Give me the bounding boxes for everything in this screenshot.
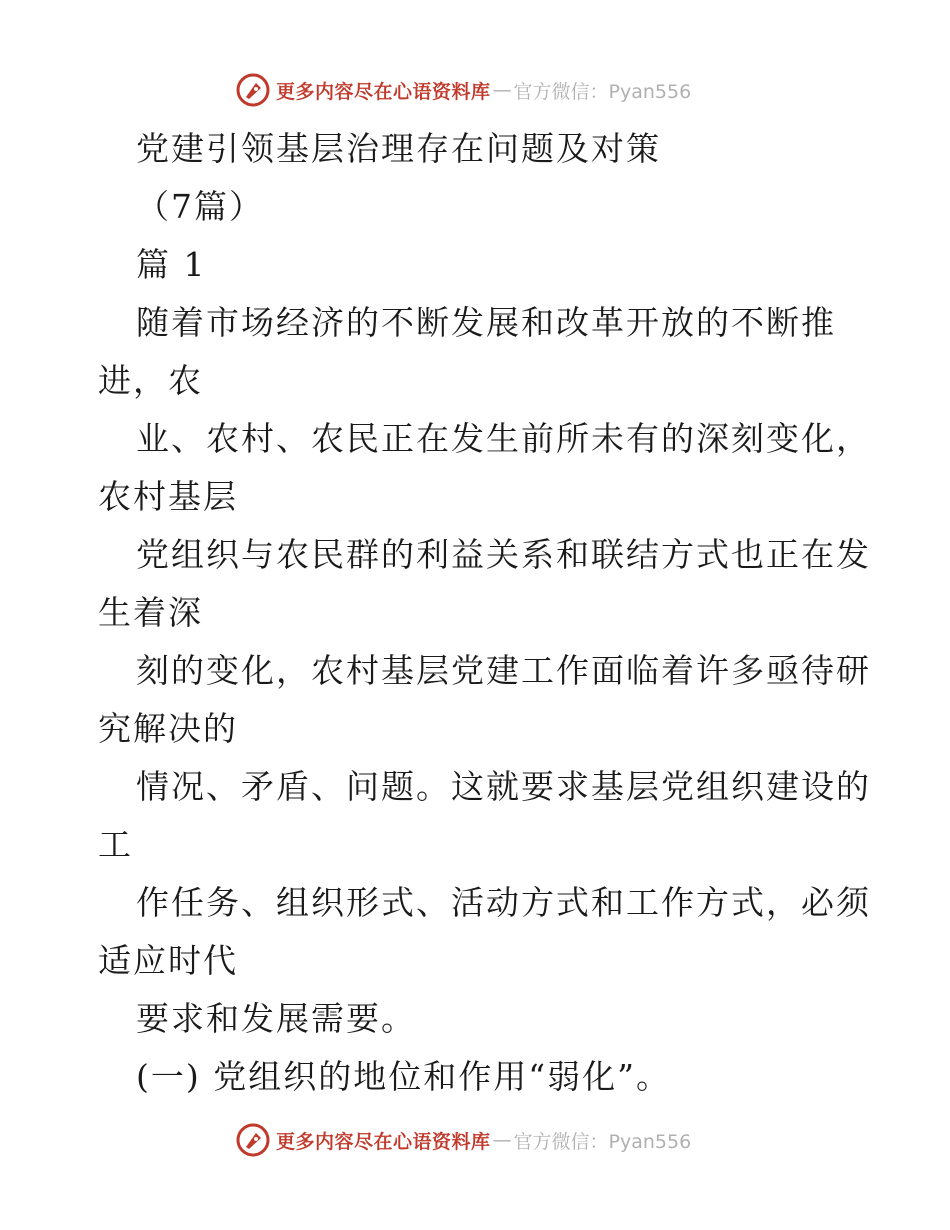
paragraph-line: 工 — [98, 825, 133, 864]
document-title: 党建引领基层治理存在问题及对策 — [136, 129, 661, 168]
paragraph-line: 适应时代 — [98, 941, 238, 980]
watermark-account: 官方微信：Pyan556 — [513, 1130, 692, 1153]
section-heading: 篇 1 — [136, 245, 207, 284]
watermark-dash: — — [492, 1129, 512, 1151]
document-body — [98, 120, 878, 1106]
paragraph-line: 党组织与农民群的利益关系和联结方式也正在发 — [136, 535, 871, 574]
paragraph-line: 究解决的 — [98, 709, 238, 748]
document-subtitle: （7篇） — [136, 187, 264, 226]
watermark-brand: 更多内容尽在心语资料库 — [276, 1130, 491, 1153]
header-watermark — [236, 72, 691, 108]
footer-watermark — [236, 1122, 691, 1158]
paragraph-line: 刻的变化，农村基层党建工作面临着许多亟待研 — [136, 651, 871, 690]
watermark-account: 官方微信：Pyan556 — [513, 80, 692, 103]
paragraph-line: 要求和发展需要。 — [136, 999, 416, 1038]
paragraph-line: 作任务、组织形式、活动方式和工作方式，必须 — [136, 883, 871, 922]
paragraph-line: 进，农 — [98, 361, 203, 400]
paragraph-line: 情况、矛盾、问题。这就要求基层党组织建设的 — [136, 767, 871, 806]
pen-nib-circle-icon — [236, 73, 270, 107]
paragraph-line: 业、农村、农民正在发生前所未有的深刻变化， — [136, 419, 871, 458]
subheading: (一) 党组织的地位和作用“弱化”。 — [136, 1057, 671, 1096]
watermark-brand: 更多内容尽在心语资料库 — [276, 80, 491, 103]
pen-nib-circle-icon — [236, 1123, 270, 1157]
paragraph-line: 生着深 — [98, 593, 203, 632]
paragraph-line: 农村基层 — [98, 477, 238, 516]
watermark-dash: — — [492, 79, 512, 101]
paragraph-line: 随着市场经济的不断发展和改革开放的不断推 — [136, 303, 836, 342]
